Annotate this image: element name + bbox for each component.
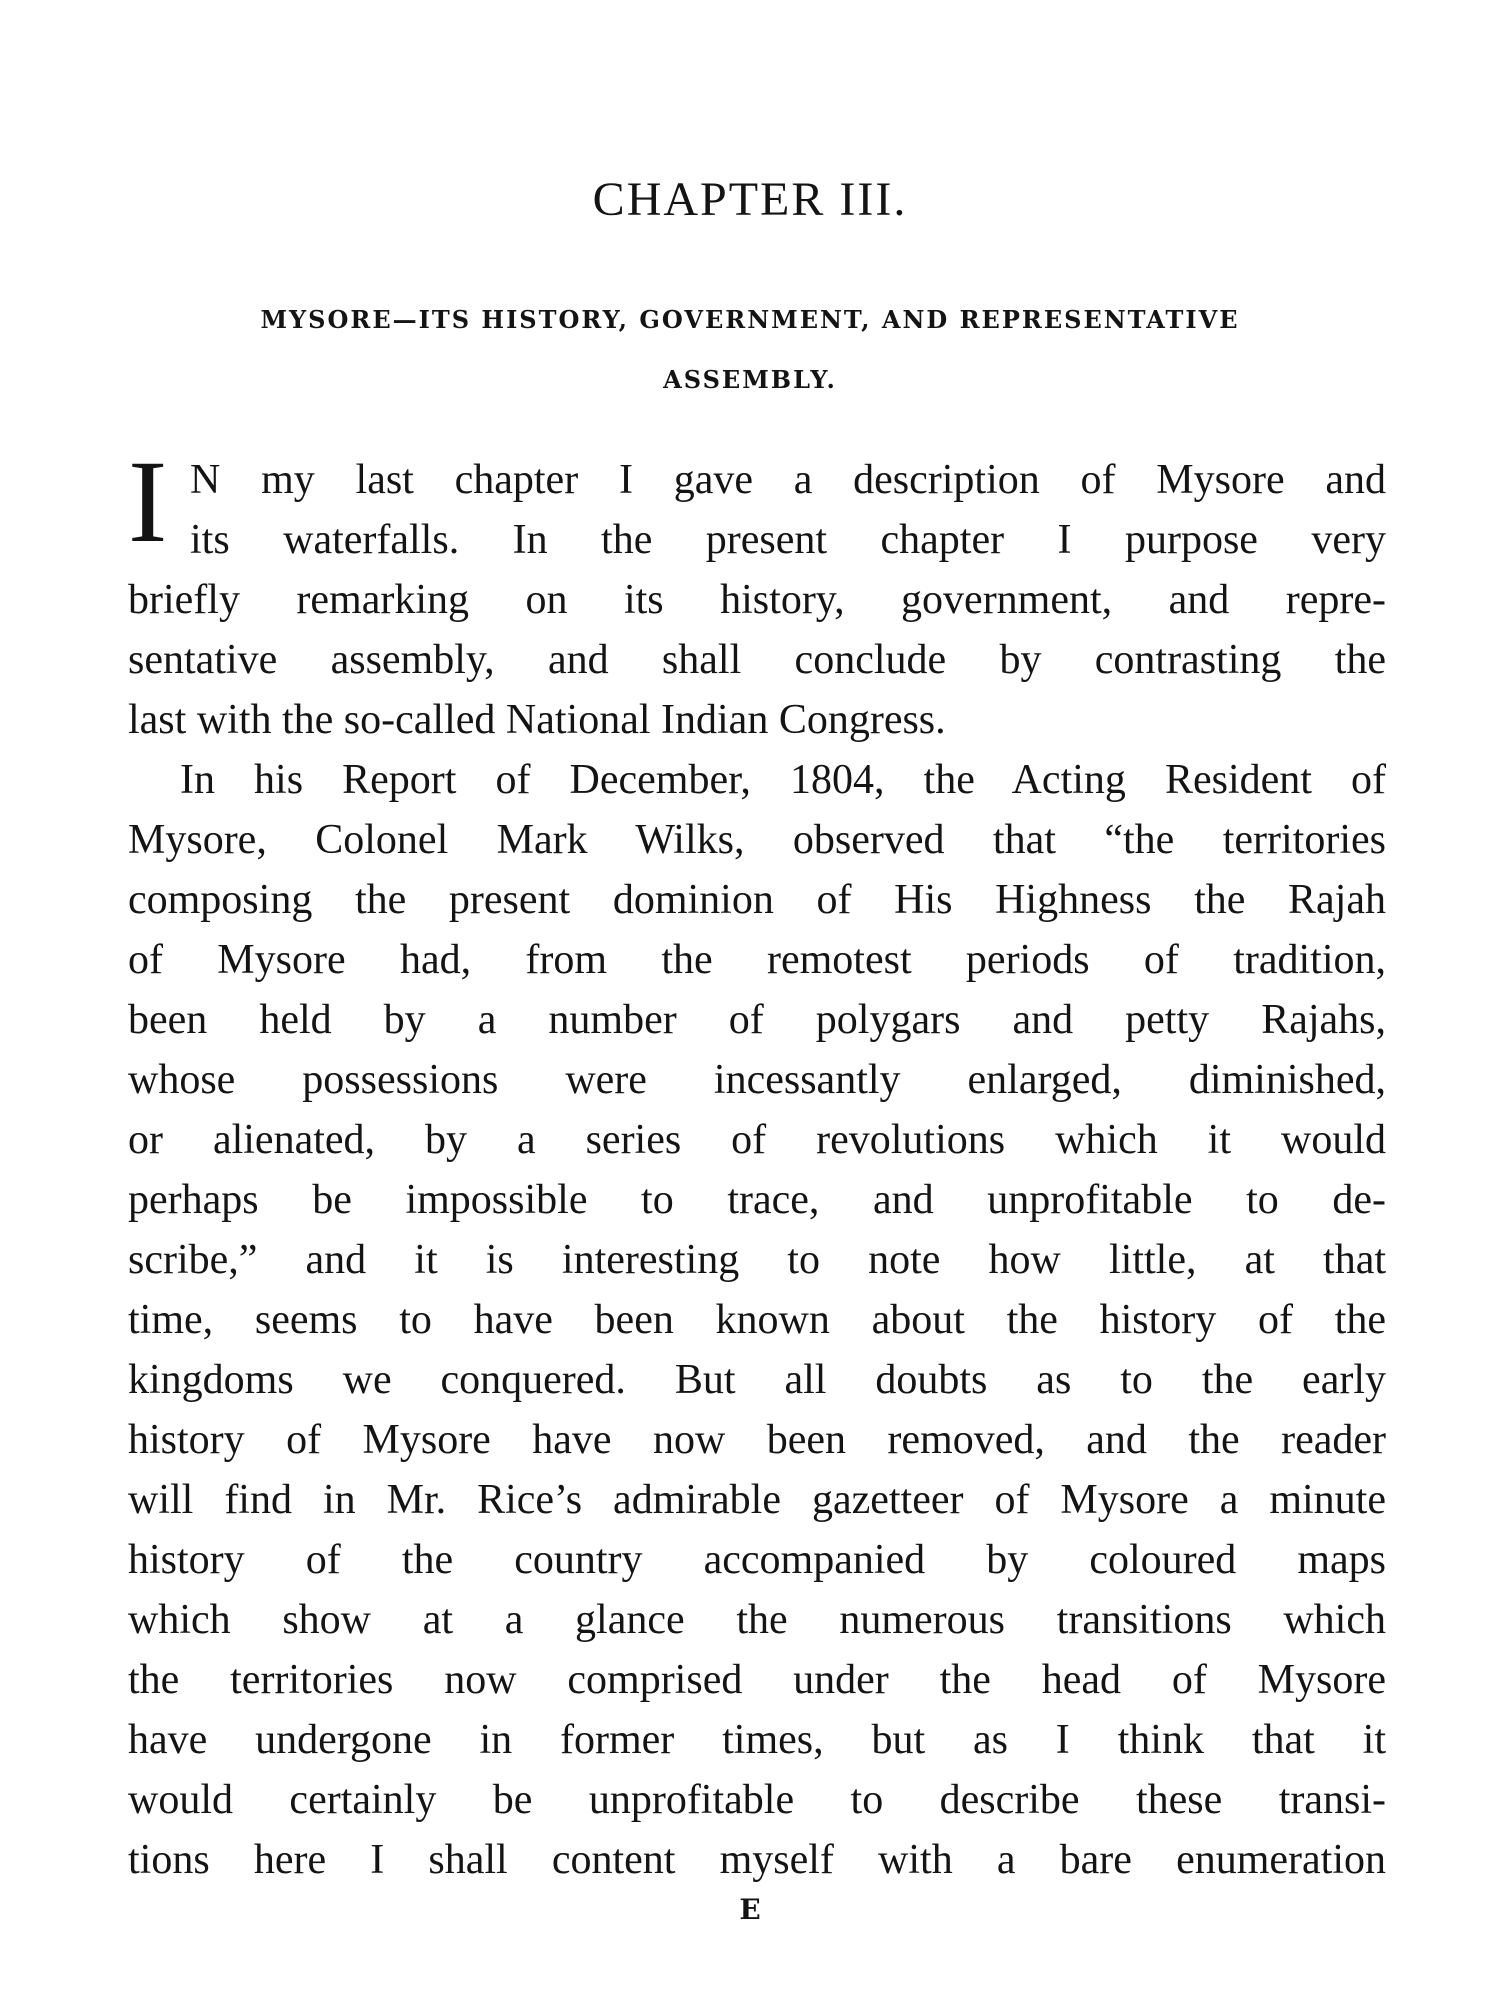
- text-line: briefly remarking on its history, government, and repre-: [128, 577, 1386, 623]
- text-line: history of the country accompanied by coloured maps: [128, 1537, 1386, 1583]
- text-line: time, seems to have been known about the history of the: [128, 1297, 1386, 1343]
- paragraph-1: [128, 450, 1386, 750]
- text-line: perhaps be impossible to trace, and unprofitable to de-: [128, 1177, 1386, 1223]
- chapter-subtitle-line-2: ASSEMBLY.: [663, 365, 837, 394]
- text-line: will find in Mr. Rice’s admirable gazetteer of Mysore a minute: [128, 1477, 1386, 1523]
- paragraph-2: [128, 750, 1386, 1890]
- text-line: composing the present dominion of His Highness the Rajah: [128, 877, 1386, 923]
- chapter-subtitle-line-1: MYSORE—ITS HISTORY, GOVERNMENT, AND REPRESENTATIVE: [260, 305, 1240, 334]
- text-line: Mysore, Colonel Mark Wilks, observed that “the territories: [128, 817, 1386, 863]
- chapter-title: CHAPTER III.: [592, 173, 908, 226]
- text-line: of Mysore had, from the remotest periods of tradition,: [128, 937, 1386, 983]
- text-line: or alienated, by a series of revolutions which it would: [128, 1117, 1386, 1163]
- text-line: kingdoms we conquered. But all doubts as to the early: [128, 1357, 1386, 1403]
- text-line: which show at a glance the numerous transitions which: [128, 1597, 1386, 1643]
- text-line: whose possessions were incessantly enlarged, diminished,: [128, 1057, 1386, 1103]
- text-line: history of Mysore have now been removed, and the reader: [128, 1417, 1386, 1463]
- chapter-subtitle: [120, 290, 1380, 410]
- text-line: In his Report of December, 1804, the Acting Resident of: [180, 757, 1386, 803]
- text-line: sentative assembly, and shall conclude by contrasting the: [128, 637, 1386, 683]
- text-line: tions here I shall content myself with a bare enumeration: [128, 1837, 1386, 1883]
- text-line: scribe,” and it is interesting to note how little, at that: [128, 1237, 1386, 1283]
- text-line: last with the so-called National Indian Congress.: [128, 697, 946, 743]
- drop-cap: I: [128, 436, 168, 567]
- text-line: its waterfalls. In the present chapter I purpose very: [190, 517, 1386, 563]
- signature-mark: E: [739, 1893, 761, 1926]
- text-line: N my last chapter I gave a description of Mysore and: [190, 457, 1386, 503]
- text-line: the territories now comprised under the head of Mysore: [128, 1657, 1386, 1703]
- text-line: have undergone in former times, but as I think that it: [128, 1717, 1386, 1763]
- text-line: been held by a number of polygars and petty Rajahs,: [128, 997, 1386, 1043]
- text-line: would certainly be unprofitable to describe these transi-: [128, 1777, 1386, 1823]
